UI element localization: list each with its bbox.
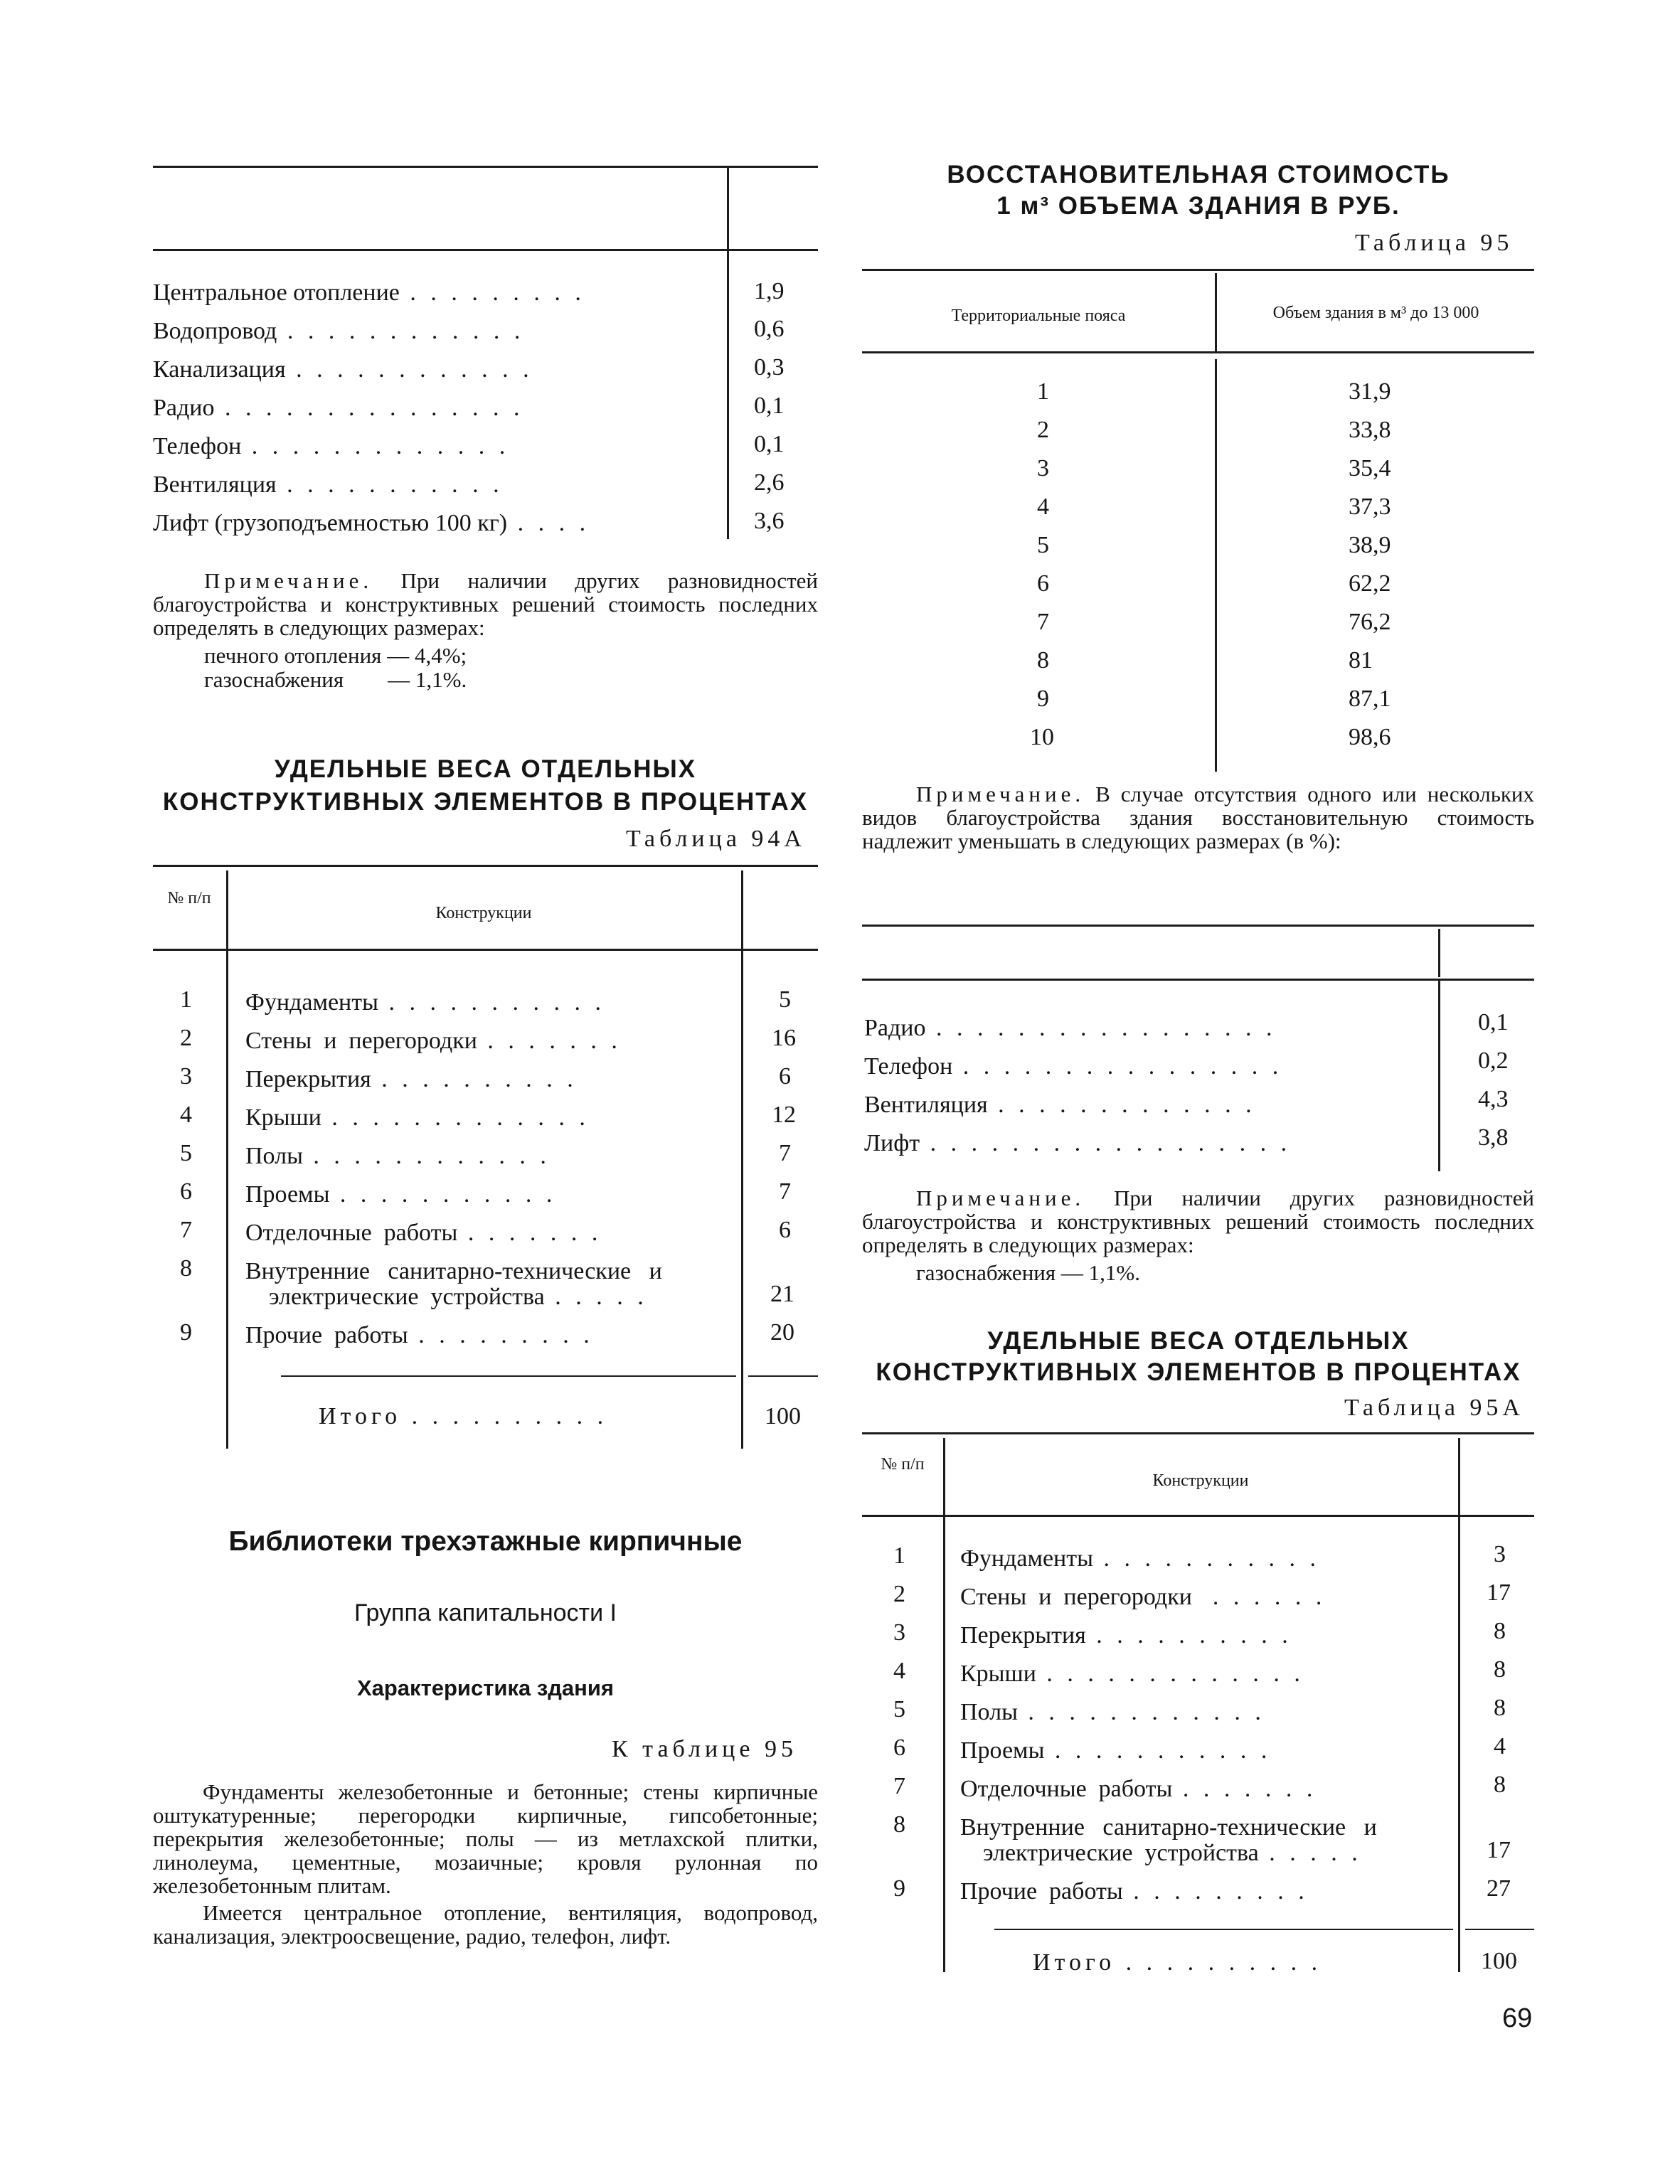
table-row-zone: 4 bbox=[1037, 494, 1049, 520]
total-row: Итого . . . . . . . . . . bbox=[319, 1403, 608, 1429]
table-row-number: 9 bbox=[893, 1875, 905, 1902]
table-cell-value: 38,9 bbox=[1349, 532, 1391, 558]
section-heading-line: УДЕЛЬНЫЕ ВЕСА ОТДЕЛЬНЫХ bbox=[987, 1327, 1410, 1355]
table-cell-value: 0,6 bbox=[754, 316, 785, 342]
table-row-continuation: электрические устройства . . . . . bbox=[269, 1284, 648, 1310]
table-header-rule bbox=[862, 351, 1534, 353]
total-rule bbox=[994, 1929, 1453, 1930]
table-divider bbox=[1458, 1438, 1460, 1515]
table-row: Отделочные работы . . . . . . . bbox=[245, 1220, 602, 1246]
table-row: Фундаменты . . . . . . . . . . . bbox=[960, 1545, 1320, 1572]
table-row-number: 7 bbox=[180, 1217, 192, 1243]
table-row: Лифт . . . . . . . . . . . . . . . . . . bbox=[864, 1130, 1292, 1156]
table-cell-value: 87,1 bbox=[1349, 686, 1391, 712]
description-paragraph: Имеется центральное отопление, вентиляция, водопровод, канализация, электроосвещение, радио, телефон, лифт. bbox=[153, 1900, 818, 1949]
table-cell-value: 1,9 bbox=[754, 278, 785, 304]
table-row-zone: 8 bbox=[1037, 647, 1049, 673]
characteristics-title: Характеристика здания bbox=[356, 1676, 615, 1700]
column-header-zone: Территориальные пояса bbox=[951, 307, 1126, 325]
table-divider bbox=[1458, 1517, 1460, 1972]
table-row-number: 7 bbox=[893, 1773, 905, 1799]
table-label: Таблица 95 bbox=[1355, 230, 1514, 256]
note-line: печного отопления — 4,4%; bbox=[204, 643, 467, 668]
table-divider bbox=[1438, 929, 1440, 977]
table-row-number: 3 bbox=[893, 1619, 905, 1646]
table-row-number: 8 bbox=[893, 1811, 905, 1838]
table-row: Канализация . . . . . . . . . . . . bbox=[153, 356, 533, 383]
total-rule bbox=[748, 1375, 818, 1377]
table-top-rule bbox=[153, 865, 818, 867]
table-row: Перекрытия . . . . . . . . . . bbox=[960, 1622, 1292, 1648]
table-cell-value: 8 bbox=[1494, 1695, 1506, 1721]
section-heading-line: УДЕЛЬНЫЕ ВЕСА ОТДЕЛЬНЫХ bbox=[274, 755, 697, 783]
table-cell-value: 3,8 bbox=[1478, 1124, 1509, 1151]
table-header-rule bbox=[153, 249, 818, 251]
table-divider bbox=[1438, 981, 1440, 1171]
column-header-num: № п/п bbox=[167, 889, 211, 907]
table-cell-value: 0,1 bbox=[754, 393, 785, 419]
note-paragraph: Примечание. При наличии других разновидностей благоустройства и конструктивных решений стоимость последних определять в следующих размерах: bbox=[862, 1186, 1534, 1257]
table-label: Таблица 95А bbox=[1344, 1395, 1524, 1421]
table-cell-value: 0,1 bbox=[1478, 1009, 1509, 1035]
table-cell-value: 20 bbox=[770, 1319, 794, 1346]
table-row-zone: 7 bbox=[1037, 609, 1049, 635]
table-cell-value: 3,6 bbox=[754, 508, 785, 534]
table-row-zone: 9 bbox=[1037, 686, 1049, 712]
table-row: Вентиляция . . . . . . . . . . . . . bbox=[864, 1092, 1256, 1118]
table-row: Стены и перегородки . . . . . . bbox=[960, 1584, 1327, 1610]
table-row: Перекрытия . . . . . . . . . . bbox=[245, 1066, 578, 1092]
to-table-label: К таблице 95 bbox=[612, 1736, 797, 1762]
table-row-number: 5 bbox=[893, 1696, 905, 1722]
table-row: Телефон . . . . . . . . . . . . . bbox=[153, 433, 510, 459]
table-header-rule bbox=[862, 979, 1534, 981]
table-row-number: 2 bbox=[893, 1581, 905, 1607]
table-row: Лифт (грузоподъемностью 100 кг) . . . . bbox=[153, 510, 590, 536]
table-row-number: 4 bbox=[180, 1102, 192, 1128]
table-row-number: 8 bbox=[180, 1255, 192, 1282]
table-row: Фундаменты . . . . . . . . . . . bbox=[245, 989, 605, 1016]
table-row: Вентиляция . . . . . . . . . . . bbox=[153, 472, 504, 498]
table-cell-value: 2,6 bbox=[754, 469, 785, 496]
table-cell-value: 6 bbox=[779, 1217, 791, 1243]
table-row: Внутренние санитарно-технические и bbox=[960, 1814, 1377, 1841]
table-divider bbox=[727, 166, 729, 249]
table-row-zone: 5 bbox=[1037, 532, 1049, 558]
table-row-number: 1 bbox=[180, 986, 192, 1013]
table-cell-value: 4 bbox=[1494, 1733, 1506, 1759]
description-paragraph: Фундаменты железобетонные и бетонные; стены кирпичные оштукатуренные; перегородки кирпичные, гипсобетонные; перекрытия железобетонные; полы — из метлахской плитки, линолеума, цементные, мозаичные; кровля рулонная по железобетонным плитам. bbox=[153, 1779, 818, 1898]
total-row: Итого . . . . . . . . . . bbox=[1033, 1949, 1322, 1976]
table-row: Центральное отопление . . . . . . . . . bbox=[153, 279, 585, 306]
total-rule bbox=[1465, 1929, 1534, 1930]
table-row: Стены и перегородки . . . . . . . bbox=[245, 1028, 622, 1054]
table-row: Прочие работы . . . . . . . . . bbox=[245, 1322, 594, 1348]
table-row-number: 9 bbox=[180, 1319, 192, 1346]
table-row-number: 2 bbox=[180, 1025, 192, 1051]
table-cell-value: 8 bbox=[1494, 1656, 1506, 1683]
table-top-rule bbox=[862, 925, 1534, 927]
table-cell-value: 33,8 bbox=[1349, 417, 1391, 443]
table-cell-value: 6 bbox=[779, 1063, 791, 1090]
table-row-zone: 3 bbox=[1037, 455, 1049, 481]
table-cell-value: 5 bbox=[779, 986, 791, 1013]
table-row-number: 3 bbox=[180, 1063, 192, 1090]
table-row: Отделочные работы . . . . . . . bbox=[960, 1776, 1317, 1802]
note-line: газоснабжения — 1,1%. bbox=[916, 1260, 1140, 1285]
table-cell-value: 21 bbox=[770, 1281, 794, 1307]
column-header-constructions: Конструкции bbox=[435, 904, 532, 922]
section-heading-line: 1 м³ ОБЪЕМА ЗДАНИЯ В РУБ. bbox=[996, 192, 1400, 220]
table-cell-value: 37,3 bbox=[1349, 494, 1391, 520]
table-cell-value: 81 bbox=[1349, 647, 1373, 673]
table-row: Прочие работы . . . . . . . . . bbox=[960, 1878, 1309, 1905]
table-row: Телефон . . . . . . . . . . . . . . . . bbox=[864, 1053, 1283, 1080]
table-cell-value: 98,6 bbox=[1349, 724, 1391, 750]
note-line: газоснабжения — 1,1%. bbox=[204, 667, 467, 692]
column-header-constructions: Конструкции bbox=[1152, 1471, 1249, 1490]
table-cell-value: 35,4 bbox=[1349, 455, 1391, 481]
total-value: 100 bbox=[1481, 1948, 1517, 1974]
table-row-zone: 10 bbox=[1030, 724, 1054, 750]
table-cell-value: 16 bbox=[772, 1025, 796, 1051]
table-row-zone: 2 bbox=[1037, 417, 1049, 443]
table-divider bbox=[741, 951, 743, 1449]
table-row: Полы . . . . . . . . . . . . bbox=[245, 1143, 551, 1169]
section-title: Библиотеки трехэтажные кирпичные bbox=[228, 1526, 743, 1557]
table-cell-value: 4,3 bbox=[1478, 1086, 1509, 1112]
table-top-rule bbox=[862, 269, 1534, 271]
table-cell-value: 0,3 bbox=[754, 354, 785, 380]
table-row-continuation: электрические устройства . . . . . bbox=[983, 1840, 1362, 1866]
table-divider bbox=[1215, 273, 1217, 351]
table-top-rule bbox=[862, 1432, 1534, 1434]
table-cell-value: 31,9 bbox=[1349, 378, 1391, 405]
table-cell-value: 12 bbox=[772, 1102, 796, 1128]
section-heading-line: КОНСТРУКТИВНЫХ ЭЛЕМЕНТОВ В ПРОЦЕНТАХ bbox=[876, 1358, 1521, 1386]
table-divider bbox=[727, 251, 729, 539]
table-header-rule bbox=[153, 949, 818, 951]
table-cell-value: 0,1 bbox=[754, 431, 785, 457]
table-cell-value: 17 bbox=[1487, 1837, 1511, 1863]
table-row-number: 6 bbox=[893, 1735, 905, 1761]
table-cell-value: 62,2 bbox=[1349, 570, 1391, 597]
table-cell-value: 0,2 bbox=[1478, 1048, 1509, 1074]
table-row: Внутренние санитарно-технические и bbox=[245, 1258, 662, 1284]
total-rule bbox=[281, 1375, 736, 1377]
total-value: 100 bbox=[765, 1403, 801, 1429]
column-header-num: № п/п bbox=[881, 1455, 925, 1474]
table-divider bbox=[943, 1438, 945, 1515]
table-label: Таблица 94А bbox=[626, 826, 806, 852]
note-2: Примечание. В случае отсутствия одного или нескольких видов благоустройства здания восстановительную стоимость надлежит уменьшать в следующих размерах (в %): bbox=[862, 782, 1534, 853]
table-cell-value: 8 bbox=[1494, 1772, 1506, 1798]
table-row: Радио . . . . . . . . . . . . . . . . . bbox=[864, 1015, 1277, 1041]
table-row-zone: 1 bbox=[1037, 378, 1049, 405]
table-cell-value: 8 bbox=[1494, 1618, 1506, 1644]
table-cell-value: 7 bbox=[779, 1178, 791, 1205]
table-row-number: 1 bbox=[893, 1543, 905, 1569]
column-header-volume: Объем здания в м³ до 13 000 bbox=[1272, 304, 1479, 322]
table-cell-value: 76,2 bbox=[1349, 609, 1391, 635]
table-divider bbox=[1215, 359, 1217, 772]
note-paragraph: Примечание. При наличии других разновидностей благоустройства и конструктивных решений стоимость последних определять в следующих размерах: bbox=[153, 568, 818, 640]
table-divider bbox=[226, 951, 228, 1449]
table-row: Проемы . . . . . . . . . . . bbox=[245, 1181, 557, 1208]
table-cell-value: 17 bbox=[1487, 1580, 1511, 1606]
table-cell-value: 7 bbox=[779, 1140, 791, 1166]
table-row: Крыши . . . . . . . . . . . . . bbox=[245, 1104, 590, 1131]
table-row-number: 6 bbox=[180, 1178, 192, 1205]
table-divider bbox=[943, 1517, 945, 1972]
table-row: Проемы . . . . . . . . . . . bbox=[960, 1737, 1272, 1764]
table-row: Водопровод . . . . . . . . . . . . bbox=[153, 318, 525, 344]
table-row-number: 5 bbox=[180, 1140, 192, 1166]
section-heading-line: КОНСТРУКТИВНЫХ ЭЛЕМЕНТОВ В ПРОЦЕНТАХ bbox=[162, 788, 809, 816]
page-number: 69 bbox=[1502, 2003, 1533, 2033]
table-row-number: 4 bbox=[893, 1658, 905, 1684]
table-cell-value: 3 bbox=[1494, 1541, 1506, 1567]
table-row: Полы . . . . . . . . . . . . bbox=[960, 1699, 1265, 1725]
group-label: Группа капитальности I bbox=[354, 1599, 617, 1626]
table-header-rule bbox=[862, 1515, 1534, 1517]
table-row: Радио . . . . . . . . . . . . . . . bbox=[153, 395, 524, 421]
table-divider bbox=[741, 870, 743, 949]
section-heading-line: ВОССТАНОВИТЕЛЬНАЯ СТОИМОСТЬ bbox=[947, 161, 1450, 188]
table-top-rule bbox=[153, 166, 818, 168]
table-cell-value: 27 bbox=[1487, 1875, 1511, 1902]
table-row: Крыши . . . . . . . . . . . . . bbox=[960, 1661, 1304, 1687]
table-row-zone: 6 bbox=[1037, 570, 1049, 597]
